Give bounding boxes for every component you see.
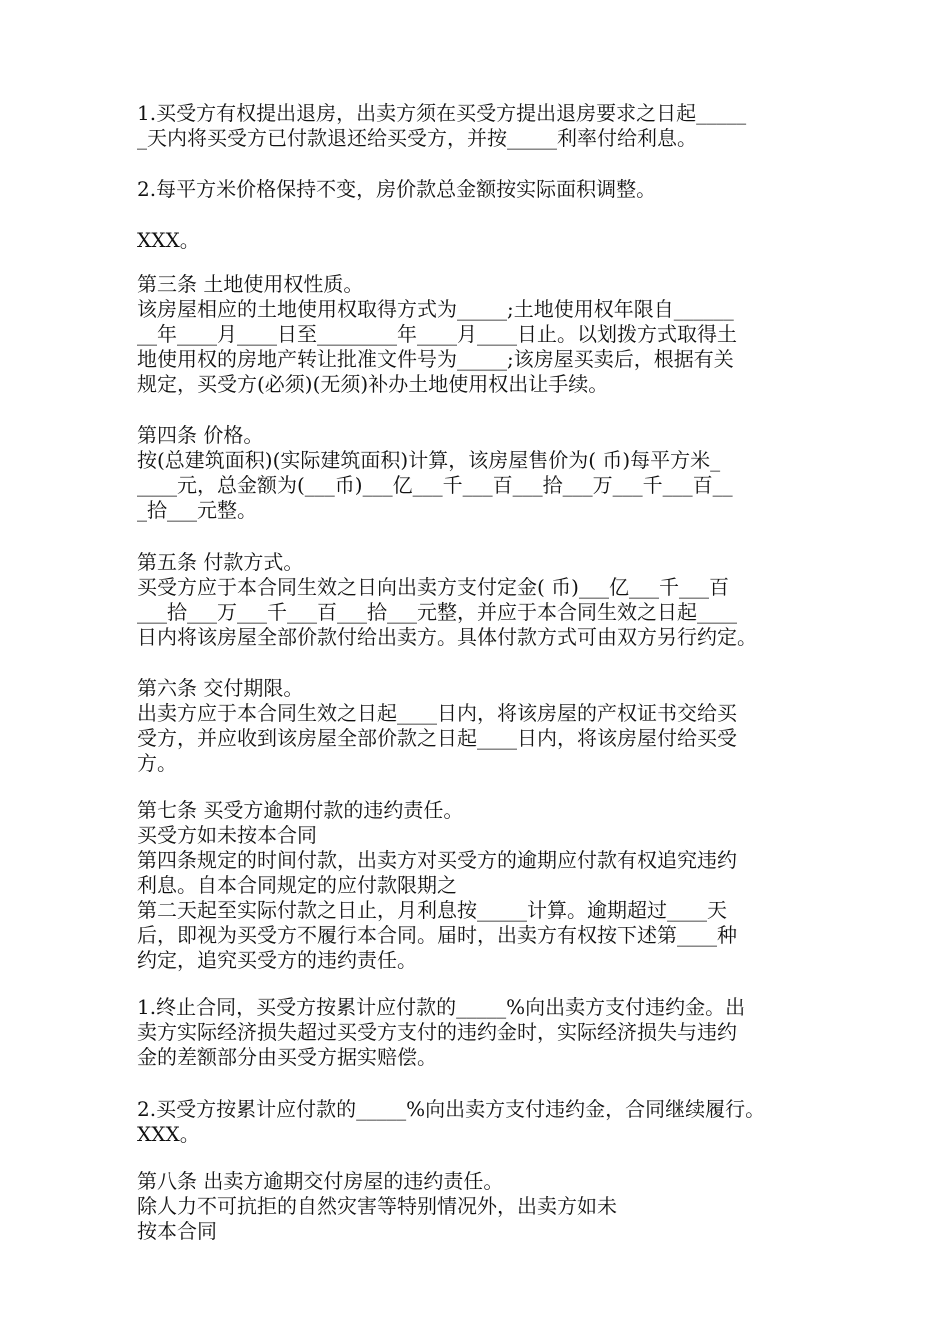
- text-line: 地使用权的房地产转让批准文件号为_____;该房屋买卖后，根据有关: [137, 347, 734, 371]
- section-article-7-buyer-breach: [137, 798, 817, 973]
- paragraph-xxx: [137, 228, 817, 253]
- section-article-3-land-use: [137, 272, 817, 397]
- text-line: XXX。: [137, 228, 200, 252]
- section-heading: 第四条 价格。: [137, 423, 264, 447]
- text-line: XXX。: [137, 1122, 200, 1146]
- section-article-8-seller-breach: [137, 1169, 817, 1244]
- paragraph-terminate-contract: [137, 995, 817, 1070]
- text-line: 受方，并应收到该房屋全部价款之日起____日内，将该房屋付给买受: [137, 726, 737, 750]
- text-line: 出卖方应于本合同生效之日起____日内，将该房屋的产权证书交给买: [137, 701, 737, 725]
- section-article-5-payment: [137, 550, 817, 650]
- text-line: 第二天起至实际付款之日止，月利息按_____计算。逾期超过____天: [137, 898, 727, 922]
- text-line: 2.买受方按累计应付款的_____%向出卖方支付违约金，合同继续履行。: [137, 1097, 766, 1121]
- text-line: 按(总建筑面积)(实际建筑面积)计算，该房屋售价为( 币)每平方米_: [137, 448, 721, 472]
- text-line: ____元，总金额为(___币)___亿___千___百___拾___万___千___百__: [137, 473, 733, 497]
- text-line: 除人力不可抗拒的自然灾害等特别情况外，出卖方如未: [137, 1194, 617, 1218]
- section-heading: 第七条 买受方逾期付款的违约责任。: [137, 798, 464, 822]
- text-line: 该房屋相应的土地使用权取得方式为_____;土地使用权年限自______: [137, 297, 734, 321]
- paragraph-price-unchanged: [137, 177, 817, 202]
- text-line: 买受方如未按本合同: [137, 823, 317, 847]
- text-line: 按本合同: [137, 1219, 217, 1243]
- text-line: _拾___元整。: [137, 498, 257, 522]
- section-article-6-delivery: [137, 676, 817, 776]
- section-heading: 第六条 交付期限。: [137, 676, 304, 700]
- text-line: ___拾___万___千___百___拾___元整，并应于本合同生效之日起____: [137, 600, 737, 624]
- text-line: 第四条规定的时间付款，出卖方对买受方的逾期应付款有权追究违约: [137, 848, 737, 872]
- section-heading: 第八条 出卖方逾期交付房屋的违约责任。: [137, 1169, 504, 1193]
- text-line: 约定，追究买受方的违约责任。: [137, 948, 417, 972]
- text-line: 买受方应于本合同生效之日向出卖方支付定金( 币)___亿___千___百: [137, 575, 729, 599]
- text-line: 利息。自本合同规定的应付款限期之: [137, 873, 457, 897]
- section-heading: 第三条 土地使用权性质。: [137, 272, 364, 296]
- text-line: 2.每平方米价格保持不变，房价款总金额按实际面积调整。: [137, 177, 657, 201]
- text-line: 日内将该房屋全部价款付给出卖方。具体付款方式可由双方另行约定。: [137, 625, 757, 649]
- text-line: 方。: [137, 751, 177, 775]
- text-line: __年____月____日至________年____月____日止。以划拨方式取得土: [137, 322, 737, 346]
- text-line: 金的差额部分由买受方据实赔偿。: [137, 1045, 437, 1069]
- text-line: 1.终止合同，买受方按累计应付款的_____%向出卖方支付违约金。出: [137, 995, 746, 1019]
- paragraph-refund-terms: [137, 101, 817, 151]
- section-heading: 第五条 付款方式。: [137, 550, 304, 574]
- text-line: 规定，买受方(必须)(无须)补办土地使用权出让手续。: [137, 372, 609, 396]
- text-line: 卖方实际经济损失超过买受方支付的违约金时，实际经济损失与违约: [137, 1020, 737, 1044]
- text-line: 后，即视为买受方不履行本合同。届时，出卖方有权按下述第____种: [137, 923, 737, 947]
- section-article-4-price: [137, 423, 817, 523]
- paragraph-continue-contract: [137, 1097, 817, 1147]
- text-line: _天内将买受方已付款退还给买受方，并按_____利率付给利息。: [137, 126, 697, 150]
- text-line: 1.买受方有权提出退房，出卖方须在买受方提出退房要求之日起_____: [137, 101, 747, 125]
